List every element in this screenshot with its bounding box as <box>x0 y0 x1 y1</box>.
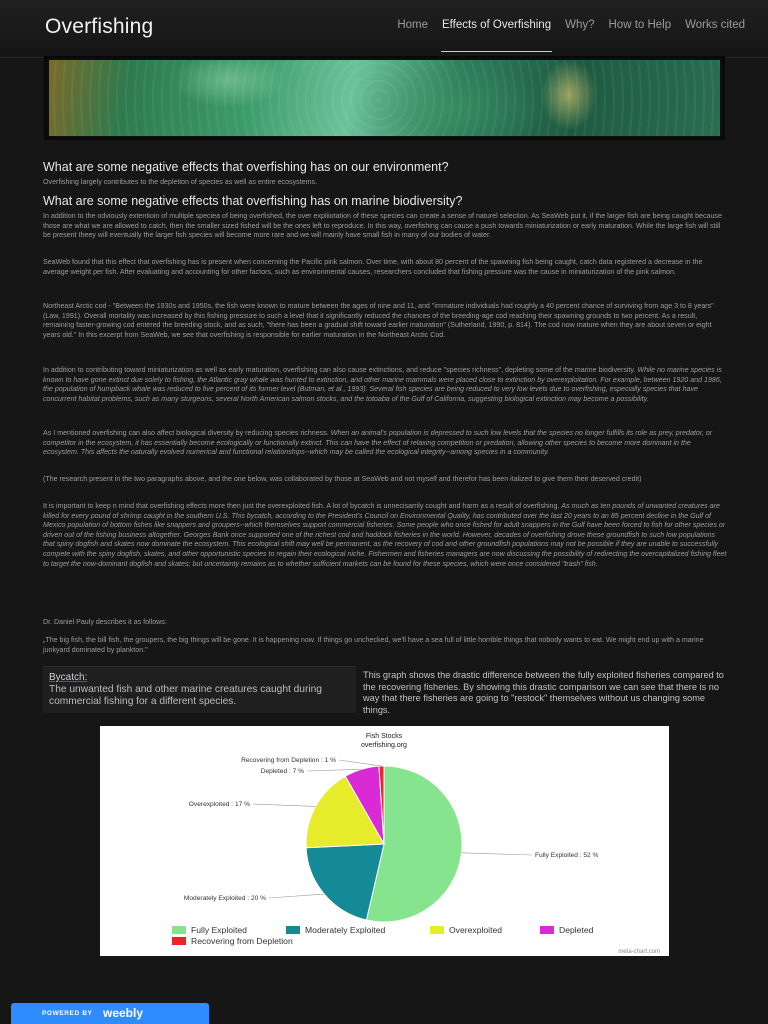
p4-plain: In addition to contributing toward miniaturization as well as early maturation, overfishing can also cause extinctions, and reduce "species richness", depleting some of the marine biodiversity. <box>43 366 638 374</box>
section2-p3 <box>43 302 727 340</box>
powered-by-label: POWERED BY <box>42 1010 93 1017</box>
top-bar <box>0 0 768 58</box>
leader-line <box>461 853 532 855</box>
section2-p5 <box>43 429 727 458</box>
section2-p9 <box>43 636 727 655</box>
weebly-badge[interactable] <box>11 1003 209 1024</box>
banner-ripples <box>49 60 720 136</box>
chart-watermark: meta-chart.com <box>618 949 660 955</box>
legend-label: Overexploited <box>449 925 503 935</box>
section2-heading: What are some negative effects that overfishing has on marine biodiversity? <box>43 194 463 208</box>
weebly-logo: weebly <box>103 1006 144 1020</box>
slice-label: Fully Exploited : 52 % <box>535 852 599 859</box>
legend-swatch <box>540 926 554 934</box>
nav-how-to-help[interactable]: How to Help <box>608 19 672 31</box>
legend-swatch <box>172 937 186 945</box>
p4-italic: While no marine species is known to have gone extinct due solely to fishing, the Atlantic gray whale was hunted to extinction, and other marine mammals were placed close to extinction by overexploitation. For example, between 1920 and 1986, the population of humpback whale was reduced to five percent of its former level (Butman, et al., 1993). Several fish species are being reduced to very low levels due to overfishing, especially species that have concurrent habitat problems, such as many sturgeons, several North American salmon stocks, and the totoaba of the Gulf of California, suggesting biological extinction may become a possibility. <box>43 366 722 403</box>
pie-chart-svg <box>100 726 669 956</box>
site-title[interactable]: Overfishing <box>45 15 154 38</box>
legend-label: Fully Exploited <box>191 925 247 935</box>
paragraph-extinction <box>43 366 727 404</box>
section1-heading: What are some negative effects that overfishing has on our environment? <box>43 160 449 174</box>
legend-swatch <box>172 926 186 934</box>
legend-label: Depleted <box>559 925 594 935</box>
paragraph-cod: Northeast Arctic cod - "Between the 1930s and 1950s, the fish were known to mature between the ages of nine and 11, and "immature individuals had roughly a 40 percent chance of surviving from age 3 to 8 years" (Law, 1991). Overall mortality was increased by this fishing pressure to such a level that it significantly reduced the chances of the breeding-age cod reaching their spawning grounds to two percent. As a result, remaining faster-growing cod entered the breeding stock, and as such, "there has been a gradual shift toward earlier maturation" (Sutherland, 1990, p. 814). The cod now mature when they are about seven or eight years old." In this excerpt from SeaWeb, we see that overfishing is responsible for earlier maturation in the Northeast Arctic Cod. <box>43 302 714 339</box>
legend-swatch <box>430 926 444 934</box>
banner-frame <box>44 56 725 140</box>
paragraph-bycatch <box>43 502 727 569</box>
nav-home[interactable]: Home <box>397 19 428 31</box>
slice-label: Recovering from Depletion : 1 % <box>241 757 336 764</box>
legend-label: Recovering from Depletion <box>191 936 293 946</box>
slice-label: Overexploited : 17 % <box>188 801 250 808</box>
paragraph-richness <box>43 429 727 458</box>
paragraph-pauly-quote: „The big fish, the bill fish, the groupers, the big things will be gone. It is happening now. If things go unchecked, we'll have a sea full of little horrible things that nobody wants to eat. We might end up with a marine junkyard dominated by plankton." <box>43 636 704 654</box>
graph-caption: This graph shows the drastic difference between the fully exploited fisheries compared to the recovering fisheries. By showing this drastic comparison we can see that there is no way that there fisheries are going to "restock" themselves without us changing some things. <box>363 670 724 715</box>
paragraph-credit: (The research present in the two paragraphs above, and the one below, was collaborated by those at SeaWeb and not myself and therefor has been italized to give them their deserved credit) <box>43 475 642 483</box>
chart-subtitle: overfishing.org <box>361 742 407 749</box>
section2-p8 <box>43 618 727 628</box>
nav-works-cited[interactable]: Works cited <box>685 19 745 31</box>
banner-image <box>49 60 720 136</box>
legend-label: Moderately Exploited <box>305 925 386 935</box>
leader-line <box>253 804 316 806</box>
nav-effects[interactable]: Effects of Overfishing <box>435 19 558 53</box>
main-nav <box>390 19 752 53</box>
bycatch-title-text: Bycatch <box>49 672 85 683</box>
leader-line <box>339 760 381 766</box>
section2-p2 <box>43 258 727 277</box>
section1-paragraph: Overfishing largely contributes to the depletion of species as well as entire ecosystems. <box>43 178 318 186</box>
nav-why[interactable]: Why? <box>565 19 595 31</box>
section1-text <box>43 178 727 188</box>
p5-plain: As I mentioned overfishing can also affect biological diversity by reducing species richness. <box>43 429 331 437</box>
section2-p1 <box>43 212 727 241</box>
p7-plain: It is important to keep n mind that overfishing effects more then just the overexploited fish. A lot of bycatch is unnecisarrily cought and harm as a result of overfishing. <box>43 502 562 510</box>
section2-p4 <box>43 366 727 404</box>
leader-line <box>269 894 324 898</box>
p5-italic: When an animal's population is depressed to such low levels that the species no longer fulfills its role as prey, predator, or competitor in the ecosystem, it has essentially become ecologically or functionally extinct. This can have the effect of relaxing competition or predation, allowing other species to become more dominant in the ecosystem. This affects the naturally evolved numerical and functional relationships--which may be called the ecological integrity--among species in a community. <box>43 429 713 457</box>
section2-p7 <box>43 502 727 569</box>
paragraph-salmon: SeaWeb found that this effect that overfishing has is present when concerning the Pacific pink salmon. Over time, with about 80 percent of the spawning fish being caught, catch data registered a decrease in the average weight per fish. After evaluating and accounting for other factors, such as environmental causes, researchers concluded that fishing pressure was the cause in miniaturization of the pink salmon. <box>43 258 703 276</box>
paragraph-pauly-intro: Dr. Daniel Pauly describes it as follows: <box>43 618 167 626</box>
p7-italic: As much as ten pounds of unwanted creatures are killed for every pound of shrimp caught in the southern U.S. This bycatch, according to the President's Council on Environmental Quality, has contributed over the last 20 years to an 85 percent decline in the Gulf of Mexico population of bottom fishes like snappers and groupers--which themselves support commercial fisheries. Some people who once fished for adult snappers in the Gulf have been forced to fish for other species or driven out of the fishing business altogether. Georges Bank once supported one of the richest cod and haddock fisheries in the world. However, decades of overfishing drove these groundfish to such low populations that spiny dogfish and skates now dominate the ecosystem. This ecological shift may well be permanent, as the recovery of cod and other groundfish populations may not be possible if they are unable to successfully compete with the spiny dogfish, skates, and other opportunistic species to regain their ecological niche. Fishermen and fisheries managers are now discussing the possibility of redirecting the overcapitalized fishing fleet to target the now-dominant dogfish and skates; but uncertainty remains as to whether sufficient markets can be found for these species, which were once considered "trash" fish. <box>43 502 727 568</box>
slice-label: Depleted : 7 % <box>260 768 304 775</box>
fish-stocks-chart <box>100 726 669 956</box>
bycatch-definition: The unwanted fish and other marine creatures caught during commercial fishing for a different species. <box>49 684 322 707</box>
slice-label: Moderately Exploited : 20 % <box>183 895 266 902</box>
bycatch-title: Bycatch: <box>49 672 88 683</box>
bycatch-box <box>43 666 356 713</box>
legend-swatch <box>286 926 300 934</box>
section2-p6 <box>43 475 727 485</box>
chart-title: Fish Stocks <box>365 733 403 740</box>
leader-line <box>307 769 362 771</box>
paragraph-selection: In addition to the odviously extentioin of multiple speciea of being overfished, the over expliiotation of these species can create a sense of naturel selection. As SeaWeb put it, if the larger fish are being caught because those are what we are allowed to catch, then the smaller sized fished will be the ones left to reproduce. In this way, overfishing can cause a push towards miniaturization or early maturation. While the large fish will still be present theey will eventually the larger fish species will become more rare and we will mainly have small fish in many of our bodies of water. <box>43 212 722 240</box>
